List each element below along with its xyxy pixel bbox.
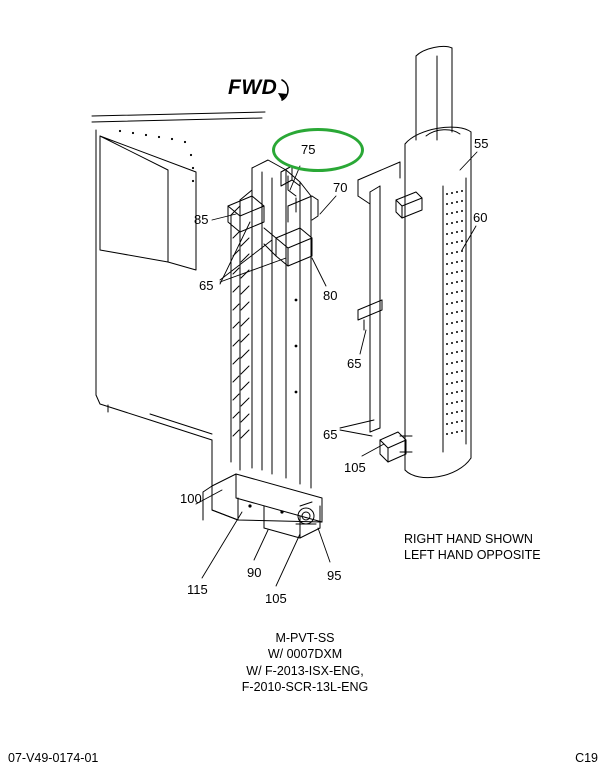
callout-90: 90 <box>247 565 262 580</box>
caption-line-4: F-2010-SCR-13L-ENG <box>241 679 369 694</box>
leader-lines <box>196 152 477 586</box>
callout-115: 115 <box>187 582 208 597</box>
lower-bracket-assembly <box>212 474 322 538</box>
highlight-ellipse-75 <box>272 128 364 172</box>
fwd-arrow <box>278 80 288 100</box>
callout-55: 55 <box>474 136 489 151</box>
callout-65-lower: 65 <box>323 427 338 442</box>
callout-100: 100 <box>180 491 202 506</box>
hand-note-line-2: LEFT HAND OPPOSITE <box>404 547 541 562</box>
page-code: C19 <box>575 751 598 765</box>
upper-bracket-assembly <box>228 166 318 266</box>
hand-note-line-1: RIGHT HAND SHOWN <box>404 532 533 546</box>
callout-70: 70 <box>333 180 348 195</box>
callout-65-mid: 65 <box>347 356 362 371</box>
caption-line-3: W/ F-2013-ISX-ENG, <box>246 663 364 678</box>
callout-80: 80 <box>323 288 338 303</box>
vertical-pillar <box>231 160 311 488</box>
exhaust-canister <box>400 46 471 477</box>
callout-95: 95 <box>327 568 342 583</box>
hand-orientation-note <box>404 532 541 563</box>
callout-60: 60 <box>473 210 488 225</box>
fwd-label: FWD <box>228 76 278 99</box>
callout-105-right: 105 <box>344 460 366 475</box>
callout-105-lower: 105 <box>265 591 287 606</box>
cab-body-outline <box>92 112 265 520</box>
callout-75: 75 <box>301 142 316 157</box>
rear-support-rail <box>358 162 422 462</box>
caption-line-2: W/ 0007DXM <box>267 647 343 662</box>
callout-65-upper: 65 <box>199 278 214 293</box>
drawing-number: 07-V49-0174-01 <box>8 751 99 765</box>
diagram-caption <box>0 630 610 695</box>
callout-85: 85 <box>194 212 209 227</box>
caption-line-1: M-PVT-SS <box>275 631 335 645</box>
